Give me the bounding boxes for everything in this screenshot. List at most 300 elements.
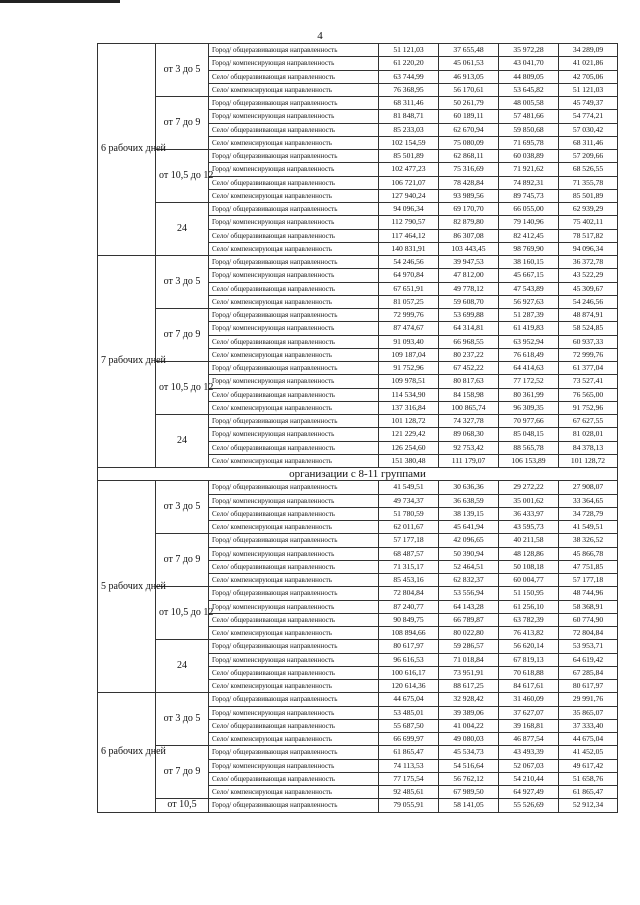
direction-cell: Город/ компенсирующая направленность: [209, 322, 379, 335]
value-cell: 27 908,07: [559, 481, 618, 494]
value-cell: 80 617,97: [379, 640, 439, 653]
value-cell: 41 549,51: [379, 481, 439, 494]
value-cell: 45 749,37: [559, 97, 618, 110]
age-group-cell: от 10,5: [156, 799, 209, 812]
value-cell: 64 143,28: [439, 600, 499, 613]
value-cell: 58 524,85: [559, 322, 618, 335]
value-cell: 74 892,31: [499, 176, 559, 189]
value-cell: 37 627,07: [499, 706, 559, 719]
age-group-cell: от 10,5 до 12: [156, 150, 209, 203]
value-cell: 45 641,94: [439, 521, 499, 534]
table-row: [98, 481, 618, 494]
direction-cell: Город/ компенсирующая направленность: [209, 163, 379, 176]
value-cell: 96 616,53: [379, 653, 439, 666]
value-cell: 111 179,07: [439, 454, 499, 467]
value-cell: 39 389,06: [439, 706, 499, 719]
value-cell: 140 831,91: [379, 242, 439, 255]
direction-cell: Село/ общеразвивающая направленность: [209, 613, 379, 626]
value-cell: 42 096,65: [439, 534, 499, 547]
value-cell: 35 001,62: [499, 494, 559, 507]
table-row: [98, 150, 618, 163]
direction-cell: Город/ общеразвивающая направленность: [209, 587, 379, 600]
value-cell: 56 762,12: [439, 772, 499, 785]
value-cell: 80 617,97: [559, 680, 618, 693]
value-cell: 76 618,49: [499, 348, 559, 361]
value-cell: 92 753,42: [439, 441, 499, 454]
value-cell: 77 175,54: [379, 772, 439, 785]
value-cell: 51 658,76: [559, 772, 618, 785]
value-cell: 79 055,91: [379, 799, 439, 812]
direction-cell: Город/ компенсирующая направленность: [209, 428, 379, 441]
value-cell: 68 311,46: [559, 136, 618, 149]
value-cell: 57 030,42: [559, 123, 618, 136]
value-cell: 102 154,59: [379, 136, 439, 149]
value-cell: 109 978,51: [379, 375, 439, 388]
value-cell: 68 526,55: [559, 163, 618, 176]
value-cell: 38 160,15: [499, 256, 559, 269]
value-cell: 62 868,11: [439, 150, 499, 163]
value-cell: 49 080,03: [439, 733, 499, 746]
age-group-cell: от 7 до 9: [156, 97, 209, 150]
value-cell: 45 534,73: [439, 746, 499, 759]
value-cell: 30 636,36: [439, 481, 499, 494]
value-cell: 46 877,54: [499, 733, 559, 746]
value-cell: 55 526,69: [499, 799, 559, 812]
value-cell: 47 812,00: [439, 269, 499, 282]
direction-cell: Город/ компенсирующая направленность: [209, 706, 379, 719]
table-row: [98, 693, 618, 706]
value-cell: 57 209,66: [559, 150, 618, 163]
value-cell: 34 728,79: [559, 507, 618, 520]
value-cell: 38 139,15: [439, 507, 499, 520]
value-cell: 39 947,53: [439, 256, 499, 269]
table-row: [98, 203, 618, 216]
value-cell: 33 364,65: [559, 494, 618, 507]
direction-cell: Город/ общеразвивающая направленность: [209, 256, 379, 269]
age-group-cell: от 7 до 9: [156, 309, 209, 362]
value-cell: 76 565,00: [559, 388, 618, 401]
value-cell: 108 894,66: [379, 627, 439, 640]
value-cell: 101 128,72: [559, 454, 618, 467]
value-cell: 51 121,03: [559, 83, 618, 96]
age-group-cell: от 7 до 9: [156, 534, 209, 587]
direction-cell: Город/ общеразвивающая направленность: [209, 97, 379, 110]
value-cell: 67 819,13: [499, 653, 559, 666]
value-cell: 151 380,48: [379, 454, 439, 467]
value-cell: 53 699,88: [439, 309, 499, 322]
header-rule: [0, 0, 120, 3]
value-cell: 75 080,09: [439, 136, 499, 149]
value-cell: 101 128,72: [379, 415, 439, 428]
value-cell: 39 168,81: [499, 719, 559, 732]
value-cell: 35 865,07: [559, 706, 618, 719]
direction-cell: Город/ общеразвивающая направленность: [209, 693, 379, 706]
value-cell: 64 619,42: [559, 653, 618, 666]
value-cell: 67 452,22: [439, 362, 499, 375]
direction-cell: Город/ общеразвивающая направленность: [209, 309, 379, 322]
value-cell: 80 817,63: [439, 375, 499, 388]
direction-cell: Город/ компенсирующая направленность: [209, 547, 379, 560]
direction-cell: Село/ общеразвивающая направленность: [209, 123, 379, 136]
value-cell: 49 778,12: [439, 282, 499, 295]
value-cell: 94 096,34: [559, 242, 618, 255]
value-cell: 45 061,53: [439, 57, 499, 70]
value-cell: 84 617,61: [499, 680, 559, 693]
value-cell: 74 327,78: [439, 415, 499, 428]
value-cell: 71 921,62: [499, 163, 559, 176]
value-cell: 59 608,70: [439, 295, 499, 308]
direction-cell: Город/ общеразвивающая направленность: [209, 746, 379, 759]
value-cell: 91 093,40: [379, 335, 439, 348]
value-cell: 81 848,71: [379, 110, 439, 123]
value-cell: 74 113,53: [379, 759, 439, 772]
direction-cell: Город/ общеразвивающая направленность: [209, 799, 379, 812]
value-cell: 60 774,90: [559, 613, 618, 626]
table-row: [98, 587, 618, 600]
value-cell: 52 464,51: [439, 560, 499, 573]
value-cell: 91 752,96: [379, 362, 439, 375]
value-cell: 53 953,71: [559, 640, 618, 653]
direction-cell: Село/ общеразвивающая направленность: [209, 70, 379, 83]
value-cell: 106 721,07: [379, 176, 439, 189]
value-cell: 89 745,73: [499, 189, 559, 202]
value-cell: 56 170,61: [439, 83, 499, 96]
value-cell: 58 141,05: [439, 799, 499, 812]
value-cell: 48 744,96: [559, 587, 618, 600]
value-cell: 72 999,76: [379, 309, 439, 322]
value-cell: 87 240,77: [379, 600, 439, 613]
direction-cell: Село/ общеразвивающая направленность: [209, 560, 379, 573]
direction-cell: Город/ общеразвивающая направленность: [209, 44, 379, 57]
value-cell: 81 028,01: [559, 428, 618, 441]
direction-cell: Село/ общеразвивающая направленность: [209, 229, 379, 242]
value-cell: 41 021,86: [559, 57, 618, 70]
table-row: [98, 309, 618, 322]
value-cell: 42 705,06: [559, 70, 618, 83]
direction-cell: Село/ общеразвивающая направленность: [209, 176, 379, 189]
value-cell: 47 543,89: [499, 282, 559, 295]
direction-cell: Город/ компенсирующая направленность: [209, 600, 379, 613]
age-group-cell: от 10,5 до 12: [156, 362, 209, 415]
value-cell: 54 210,44: [499, 772, 559, 785]
value-cell: 127 940,24: [379, 189, 439, 202]
direction-cell: Село/ компенсирующая направленность: [209, 136, 379, 149]
direction-cell: Село/ компенсирующая направленность: [209, 401, 379, 414]
value-cell: 67 285,84: [559, 666, 618, 679]
value-cell: 37 333,40: [559, 719, 618, 732]
value-cell: 43 493,39: [499, 746, 559, 759]
value-cell: 102 477,23: [379, 163, 439, 176]
value-cell: 56 927,63: [499, 295, 559, 308]
value-cell: 46 913,05: [439, 70, 499, 83]
value-cell: 32 928,42: [439, 693, 499, 706]
value-cell: 89 068,30: [439, 428, 499, 441]
value-cell: 43 522,29: [559, 269, 618, 282]
value-cell: 57 177,18: [379, 534, 439, 547]
value-cell: 80 022,80: [439, 627, 499, 640]
value-cell: 54 516,64: [439, 759, 499, 772]
table-row: [98, 534, 618, 547]
value-cell: 41 004,22: [439, 719, 499, 732]
table-row: [98, 362, 618, 375]
value-cell: 52 912,34: [559, 799, 618, 812]
direction-cell: Город/ общеразвивающая направленность: [209, 640, 379, 653]
value-cell: 76 413,82: [499, 627, 559, 640]
value-cell: 58 368,91: [559, 600, 618, 613]
value-cell: 100 616,17: [379, 666, 439, 679]
value-cell: 57 177,18: [559, 574, 618, 587]
value-cell: 87 474,67: [379, 322, 439, 335]
value-cell: 86 307,08: [439, 229, 499, 242]
value-cell: 61 865,47: [379, 746, 439, 759]
value-cell: 50 390,94: [439, 547, 499, 560]
value-cell: 66 699,97: [379, 733, 439, 746]
age-group-cell: от 10,5 до 12: [156, 587, 209, 640]
value-cell: 71 018,84: [439, 653, 499, 666]
table-row: [98, 97, 618, 110]
direction-cell: Город/ компенсирующая направленность: [209, 759, 379, 772]
direction-cell: Город/ общеразвивающая направленность: [209, 481, 379, 494]
value-cell: 63 782,39: [499, 613, 559, 626]
direction-cell: Город/ общеразвивающая направленность: [209, 534, 379, 547]
value-cell: 82 879,80: [439, 216, 499, 229]
workdays-cell: 7 рабочих дней: [98, 256, 156, 468]
table-row: [98, 415, 618, 428]
value-cell: 63 952,94: [499, 335, 559, 348]
value-cell: 49 734,37: [379, 494, 439, 507]
value-cell: 72 999,76: [559, 348, 618, 361]
value-cell: 94 096,34: [379, 203, 439, 216]
value-cell: 109 187,04: [379, 348, 439, 361]
direction-cell: Село/ общеразвивающая направленность: [209, 772, 379, 785]
value-cell: 36 372,78: [559, 256, 618, 269]
value-cell: 68 311,46: [379, 97, 439, 110]
value-cell: 73 527,41: [559, 375, 618, 388]
value-cell: 41 549,51: [559, 521, 618, 534]
value-cell: 61 220,20: [379, 57, 439, 70]
value-cell: 72 804,84: [379, 587, 439, 600]
value-cell: 41 452,05: [559, 746, 618, 759]
value-cell: 61 865,47: [559, 786, 618, 799]
value-cell: 57 481,66: [499, 110, 559, 123]
value-cell: 63 744,99: [379, 70, 439, 83]
direction-cell: Город/ компенсирующая направленность: [209, 494, 379, 507]
value-cell: 67 989,50: [439, 786, 499, 799]
value-cell: 38 326,52: [559, 534, 618, 547]
value-cell: 61 419,83: [499, 322, 559, 335]
value-cell: 48 005,58: [499, 97, 559, 110]
value-cell: 53 645,82: [499, 83, 559, 96]
value-cell: 114 534,90: [379, 388, 439, 401]
direction-cell: Город/ общеразвивающая направленность: [209, 203, 379, 216]
section-header: организации с 8-11 группами: [98, 468, 618, 481]
value-cell: 80 237,22: [439, 348, 499, 361]
value-cell: 71 355,78: [559, 176, 618, 189]
value-cell: 78 517,82: [559, 229, 618, 242]
value-cell: 60 189,11: [439, 110, 499, 123]
value-cell: 90 849,75: [379, 613, 439, 626]
value-cell: 88 617,25: [439, 680, 499, 693]
value-cell: 60 004,77: [499, 574, 559, 587]
value-cell: 85 501,89: [379, 150, 439, 163]
value-cell: 44 809,05: [499, 70, 559, 83]
value-cell: 50 108,18: [499, 560, 559, 573]
value-cell: 60 038,89: [499, 150, 559, 163]
value-cell: 84 378,13: [559, 441, 618, 454]
section-header-row: [98, 468, 618, 481]
value-cell: 67 651,91: [379, 282, 439, 295]
value-cell: 85 453,16: [379, 574, 439, 587]
value-cell: 59 850,68: [499, 123, 559, 136]
value-cell: 103 443,45: [439, 242, 499, 255]
value-cell: 62 011,67: [379, 521, 439, 534]
value-cell: 49 617,42: [559, 759, 618, 772]
value-cell: 77 172,52: [499, 375, 559, 388]
value-cell: 61 256,10: [499, 600, 559, 613]
value-cell: 48 874,91: [559, 309, 618, 322]
direction-cell: Город/ компенсирующая направленность: [209, 375, 379, 388]
direction-cell: Село/ компенсирующая направленность: [209, 83, 379, 96]
value-cell: 34 289,09: [559, 44, 618, 57]
value-cell: 50 261,79: [439, 97, 499, 110]
value-cell: 85 233,03: [379, 123, 439, 136]
value-cell: 55 687,50: [379, 719, 439, 732]
value-cell: 43 041,70: [499, 57, 559, 70]
direction-cell: Село/ компенсирующая направленность: [209, 295, 379, 308]
table-row: [98, 746, 618, 759]
direction-cell: Город/ общеразвивающая направленность: [209, 362, 379, 375]
direction-cell: Город/ общеразвивающая направленность: [209, 415, 379, 428]
value-cell: 96 309,35: [499, 401, 559, 414]
value-cell: 45 866,78: [559, 547, 618, 560]
value-cell: 64 970,84: [379, 269, 439, 282]
value-cell: 29 991,76: [559, 693, 618, 706]
value-cell: 100 865,74: [439, 401, 499, 414]
direction-cell: Село/ компенсирующая направленность: [209, 454, 379, 467]
value-cell: 37 655,48: [439, 44, 499, 57]
value-cell: 88 565,78: [499, 441, 559, 454]
value-cell: 54 774,21: [559, 110, 618, 123]
direction-cell: Село/ компенсирующая направленность: [209, 242, 379, 255]
direction-cell: Город/ компенсирующая направленность: [209, 216, 379, 229]
direction-cell: Город/ общеразвивающая направленность: [209, 150, 379, 163]
value-cell: 62 670,94: [439, 123, 499, 136]
value-cell: 40 211,58: [499, 534, 559, 547]
age-group-cell: от 3 до 5: [156, 256, 209, 309]
direction-cell: Город/ компенсирующая направленность: [209, 57, 379, 70]
direction-cell: Город/ компенсирующая направленность: [209, 653, 379, 666]
value-cell: 51 121,03: [379, 44, 439, 57]
value-cell: 70 618,88: [499, 666, 559, 679]
value-cell: 117 464,12: [379, 229, 439, 242]
direction-cell: Село/ компенсирующая направленность: [209, 627, 379, 640]
direction-cell: Село/ компенсирующая направленность: [209, 680, 379, 693]
value-cell: 44 675,04: [559, 733, 618, 746]
direction-cell: Село/ общеразвивающая направленность: [209, 666, 379, 679]
direction-cell: Село/ общеразвивающая направленность: [209, 441, 379, 454]
value-cell: 68 487,57: [379, 547, 439, 560]
value-cell: 71 315,17: [379, 560, 439, 573]
tariff-table: [97, 43, 618, 813]
direction-cell: Село/ компенсирующая направленность: [209, 189, 379, 202]
value-cell: 71 695,78: [499, 136, 559, 149]
value-cell: 91 752,96: [559, 401, 618, 414]
value-cell: 67 627,55: [559, 415, 618, 428]
table-row: [98, 640, 618, 653]
value-cell: 53 556,94: [439, 587, 499, 600]
age-group-cell: 24: [156, 640, 209, 693]
table-row: [98, 44, 618, 57]
value-cell: 56 620,14: [499, 640, 559, 653]
value-cell: 45 667,15: [499, 269, 559, 282]
value-cell: 92 485,61: [379, 786, 439, 799]
value-cell: 85 048,15: [499, 428, 559, 441]
value-cell: 64 414,63: [499, 362, 559, 375]
age-group-cell: от 3 до 5: [156, 44, 209, 97]
value-cell: 66 055,00: [499, 203, 559, 216]
value-cell: 120 614,36: [379, 680, 439, 693]
direction-cell: Село/ компенсирующая направленность: [209, 348, 379, 361]
value-cell: 80 361,99: [499, 388, 559, 401]
value-cell: 72 804,84: [559, 627, 618, 640]
direction-cell: Город/ компенсирующая направленность: [209, 269, 379, 282]
value-cell: 36 638,59: [439, 494, 499, 507]
value-cell: 82 412,45: [499, 229, 559, 242]
value-cell: 106 153,89: [499, 454, 559, 467]
direction-cell: Село/ компенсирующая направленность: [209, 521, 379, 534]
value-cell: 75 402,11: [559, 216, 618, 229]
value-cell: 51 287,39: [499, 309, 559, 322]
value-cell: 53 485,01: [379, 706, 439, 719]
value-cell: 52 067,03: [499, 759, 559, 772]
value-cell: 64 927,49: [499, 786, 559, 799]
age-group-cell: 24: [156, 415, 209, 468]
value-cell: 84 158,98: [439, 388, 499, 401]
value-cell: 54 246,56: [379, 256, 439, 269]
table-row: [98, 799, 618, 812]
value-cell: 44 675,04: [379, 693, 439, 706]
value-cell: 81 057,25: [379, 295, 439, 308]
value-cell: 36 433,97: [499, 507, 559, 520]
value-cell: 51 150,95: [499, 587, 559, 600]
value-cell: 73 951,91: [439, 666, 499, 679]
value-cell: 51 780,59: [379, 507, 439, 520]
value-cell: 75 316,69: [439, 163, 499, 176]
age-group-cell: от 3 до 5: [156, 693, 209, 746]
value-cell: 31 460,09: [499, 693, 559, 706]
direction-cell: Село/ общеразвивающая направленность: [209, 335, 379, 348]
value-cell: 48 128,86: [499, 547, 559, 560]
value-cell: 35 972,28: [499, 44, 559, 57]
age-group-cell: от 3 до 5: [156, 481, 209, 534]
page-number: 4: [317, 30, 323, 42]
direction-cell: Село/ компенсирующая направленность: [209, 733, 379, 746]
value-cell: 93 989,56: [439, 189, 499, 202]
workdays-cell: 6 рабочих дней: [98, 693, 156, 812]
direction-cell: Село/ компенсирующая направленность: [209, 786, 379, 799]
direction-cell: Село/ общеразвивающая направленность: [209, 282, 379, 295]
value-cell: 137 316,84: [379, 401, 439, 414]
value-cell: 66 968,55: [439, 335, 499, 348]
value-cell: 126 254,60: [379, 441, 439, 454]
direction-cell: Село/ общеразвивающая направленность: [209, 719, 379, 732]
value-cell: 76 368,95: [379, 83, 439, 96]
value-cell: 78 428,84: [439, 176, 499, 189]
value-cell: 59 286,57: [439, 640, 499, 653]
age-group-cell: от 7 до 9: [156, 746, 209, 799]
value-cell: 60 937,33: [559, 335, 618, 348]
value-cell: 47 751,85: [559, 560, 618, 573]
